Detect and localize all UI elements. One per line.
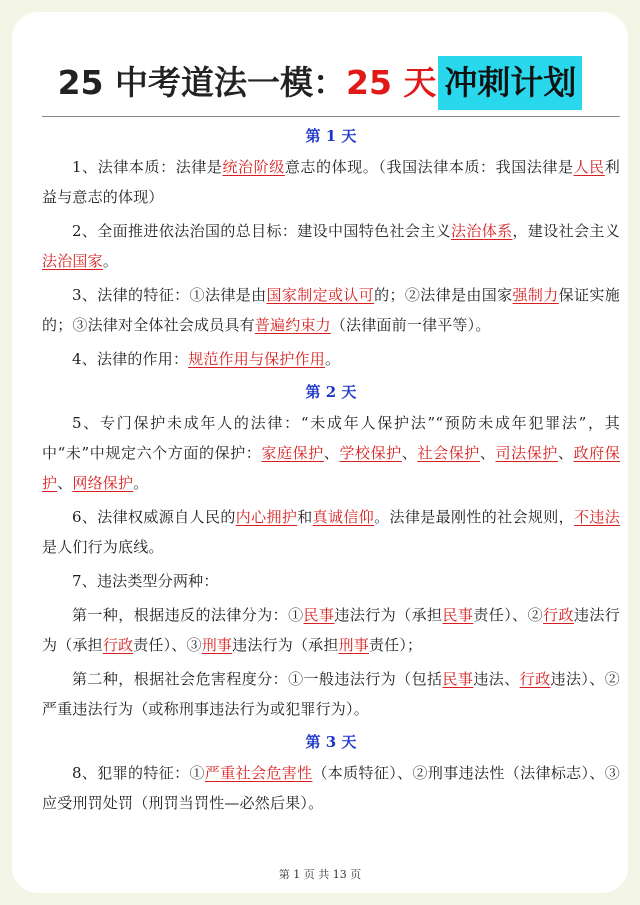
text: 违法、 [473,670,520,688]
text: 3、法律的特征：①法律是由 [72,286,267,304]
point-7 [42,566,620,596]
text: 违法行为（承担 [42,606,620,654]
document-content [42,120,620,822]
point-6 [42,502,620,562]
keyword: 学校保护 [339,444,402,462]
point-3 [42,280,620,340]
keyword: 民事 [442,670,474,688]
keyword: 严重社会危害性 [204,764,313,782]
text: 第一种，根据违反的法律分为：① [72,606,304,624]
text: 6、法律权威源自人民的 [72,508,236,526]
text: 违法）、②严重违法行为（或称刑事违法行为或犯罪行为）。 [42,670,620,718]
text: 、 [323,444,340,462]
day-heading-1: 第 1 天 [305,127,357,145]
text: 第二种，根据社会危害程度分：①一般违法行为（包括 [72,670,443,688]
text: 和 [297,508,313,526]
text: （法律面前一律平等）。 [330,316,491,334]
text: 是人们行为底线。 [42,538,164,556]
document-page [12,12,628,893]
keyword: 司法保护 [495,444,558,462]
title-part-black: 25 中考道法一模： [57,63,346,102]
text: 。法律是最刚性的社会规则， [374,508,575,526]
keyword: 国家制定或认可 [266,286,375,304]
text: 。 [324,350,341,368]
text: 责任）、③ [133,636,202,654]
keyword: 家庭保护 [261,444,324,462]
text: 5、专门保护未成年人的法律：“未成年人保护法”“预防未成年犯罪法”，其中“未”中规定六个方面的保护： [42,414,620,462]
keyword: 政府保护 [42,444,620,492]
point-1 [42,152,620,212]
point-8 [42,758,620,818]
keyword: 真诚信仰 [312,508,375,526]
text: 1、法律本质：法律是 [72,158,223,176]
keyword: 刑事 [338,636,369,654]
day-heading-3: 第 3 天 [305,733,357,751]
keyword: 法治国家 [42,252,103,270]
text: 利益与意志的体现） [42,158,620,206]
text: 4、法律的作用： [72,350,189,368]
title-part-highlight: 冲刺计划 [438,56,582,110]
keyword: 行政 [519,670,551,688]
keyword: 社会保护 [417,444,480,462]
keyword: 行政 [543,606,574,624]
text: 、 [401,444,418,462]
keyword: 民事 [303,606,335,624]
title-part-red: 25 天 [346,63,437,102]
text: 、 [557,444,574,462]
text: 。 [102,252,119,270]
point-4 [42,344,620,374]
text: （本质特征）、②刑事违法性（法律标志）、③应受刑罚处罚（刑罚当罚性—必然后果）。 [42,764,620,812]
point-2 [42,216,620,276]
text: 责任）； [368,636,423,654]
text: 意志的体现。（我国法律本质：我国法律是 [284,158,574,176]
point-7-type-1 [42,600,620,660]
text: 责任）、② [473,606,544,624]
text: 8、犯罪的特征：① [72,764,205,782]
page-footer: 第 1 页 共 13 页 [278,868,362,881]
text: ，建设社会主义 [512,222,620,240]
keyword: 强制力 [512,286,559,304]
text: 保证实施的；③法律对全体社会成员具有 [42,286,620,334]
keyword: 规范作用与保护作用 [188,350,325,368]
point-5 [42,408,620,498]
text: 。 [133,474,149,492]
text: 、 [479,444,496,462]
keyword: 法治体系 [451,222,513,240]
text: 的；②法律是由国家 [374,286,513,304]
keyword: 网络保护 [72,474,134,492]
text: 违法行为（承担 [334,606,443,624]
text: 、 [57,474,73,492]
keyword: 统治阶级 [222,158,285,176]
keyword: 不违法 [574,508,620,526]
keyword: 人民 [573,158,605,176]
keyword: 普遍约束力 [254,316,331,334]
keyword: 刑事 [201,636,233,654]
text: 7、违法类型分两种： [72,572,219,590]
keyword: 内心拥护 [235,508,298,526]
title-divider [42,116,620,117]
page-title [12,56,628,110]
keyword: 民事 [442,606,474,624]
text: 2、全面推进依法治国的总目标：建设中国特色社会主义 [72,222,451,240]
keyword: 行政 [102,636,134,654]
point-7-type-2 [42,664,620,724]
text: 违法行为（承担 [232,636,339,654]
day-heading-2: 第 2 天 [305,383,357,401]
